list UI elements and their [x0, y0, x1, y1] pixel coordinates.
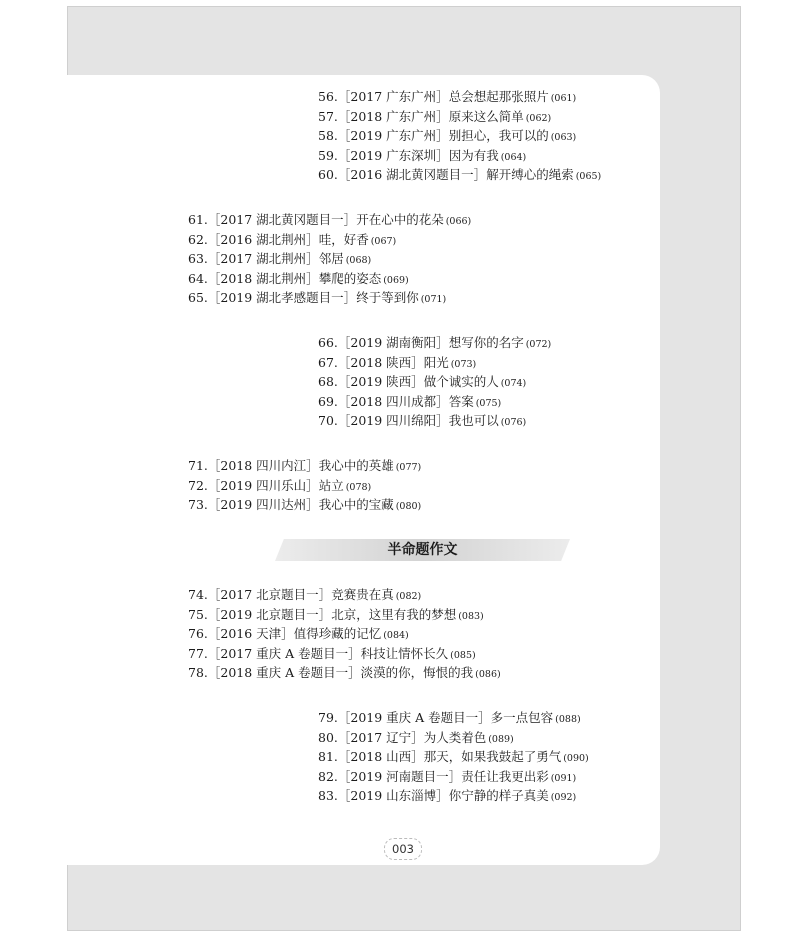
- entry-page-code: (066): [445, 216, 472, 227]
- entry-title: 答案: [448, 393, 474, 409]
- entry-number: 72.: [188, 477, 208, 493]
- entry-number: 66.: [318, 335, 338, 350]
- toc-entry: [188, 288, 446, 308]
- entry-title: 别担心，我可以的: [448, 128, 549, 143]
- entry-source: ［2016 湖北荆州］: [207, 231, 319, 247]
- entry-source: ［2019 重庆 A 卷题目一］: [337, 710, 491, 725]
- toc-entry: [318, 392, 501, 412]
- toc-entry: [318, 411, 526, 431]
- entry-page-code: (061): [550, 93, 577, 104]
- entry-number: 70.: [318, 413, 338, 428]
- entry-source: ［2019 四川乐山］: [207, 477, 319, 493]
- entry-source: ［2017 重庆 A 卷题目一］: [207, 645, 361, 661]
- entry-number: 69.: [318, 393, 338, 409]
- entry-source: ［2016 天津］: [207, 626, 294, 641]
- entry-source: ［2018 四川内江］: [207, 458, 319, 473]
- entry-number: 78.: [188, 665, 208, 680]
- entry-source: ［2019 四川绵阳］: [337, 413, 449, 428]
- entry-number: 58.: [318, 128, 338, 143]
- entry-number: 61.: [188, 212, 208, 227]
- toc-entry: [188, 644, 476, 664]
- entry-title: 那天，如果我鼓起了勇气: [423, 749, 562, 764]
- toc-entry: [318, 87, 576, 107]
- entry-source: ［2019 河南题目一］: [337, 768, 462, 784]
- entry-source: ［2017 广东广州］: [337, 89, 449, 104]
- entry-page-code: (076): [500, 417, 527, 428]
- entry-number: 63.: [188, 251, 208, 266]
- entry-title: 解开缚心的绳索: [486, 167, 574, 182]
- entry-page-code: (088): [555, 714, 581, 725]
- entry-title: 你宁静的样子真美: [448, 788, 549, 803]
- page-number: 003: [384, 838, 422, 860]
- entry-page-code: (091): [550, 772, 577, 784]
- entry-page-code: (080): [395, 501, 422, 512]
- entry-source: ［2019 四川达州］: [207, 497, 319, 512]
- entry-page-code: (062): [525, 112, 552, 124]
- entry-title: 我也可以: [448, 413, 499, 428]
- toc-entry: [318, 708, 581, 728]
- entry-number: 75.: [188, 606, 208, 622]
- entry-title: 竞赛贵在真: [331, 587, 394, 602]
- toc-entry: [188, 663, 501, 683]
- entry-source: ［2018 陕西］: [337, 354, 424, 370]
- entry-page-code: (063): [550, 132, 577, 143]
- entry-page-code: (069): [383, 274, 409, 286]
- entry-page-code: (075): [475, 397, 502, 409]
- toc-entry: [188, 456, 421, 476]
- entry-number: 62.: [188, 231, 208, 247]
- entry-page-code: (089): [488, 733, 514, 745]
- entry-source: ［2018 四川成都］: [337, 393, 449, 409]
- entry-page-code: (077): [395, 462, 422, 473]
- entry-number: 77.: [188, 645, 208, 661]
- toc-entry: [188, 210, 471, 230]
- toc-entry: [188, 624, 409, 644]
- entry-title: 终于等到你: [356, 290, 419, 305]
- entry-number: 56.: [318, 89, 338, 104]
- entry-page-code: (073): [450, 358, 477, 370]
- toc-entry: [318, 372, 526, 392]
- toc-entry: [188, 495, 421, 515]
- entry-page-code: (083): [458, 610, 484, 622]
- entry-number: 59.: [318, 147, 338, 163]
- entry-title: 开在心中的花朵: [356, 212, 444, 227]
- entry-number: 76.: [188, 626, 208, 641]
- entry-title: 邻居: [318, 251, 344, 266]
- entry-page-code: (074): [500, 378, 527, 389]
- entry-source: ［2017 北京题目一］: [207, 587, 332, 602]
- entry-number: 80.: [318, 729, 338, 745]
- entry-title: 多一点包容: [490, 710, 554, 725]
- entry-title: 淡漠的你，悔恨的我: [360, 665, 474, 680]
- entry-title: 攀爬的姿态: [318, 270, 382, 286]
- entry-source: ［2019 广东广州］: [337, 128, 449, 143]
- entry-source: ［2019 湖北孝感题目一］: [207, 290, 357, 305]
- toc-entry: [318, 333, 551, 353]
- toc-entry: [318, 728, 514, 748]
- entry-page-code: (067): [370, 235, 397, 247]
- toc-entry: [188, 585, 421, 605]
- entry-source: ［2019 广东深圳］: [337, 147, 449, 163]
- entry-number: 82.: [318, 768, 338, 784]
- toc-entry: [188, 476, 371, 496]
- entry-source: ［2019 北京题目一］: [207, 606, 332, 622]
- entry-page-code: (065): [575, 171, 602, 182]
- entry-number: 57.: [318, 108, 338, 124]
- entry-source: ［2019 山东淄博］: [337, 788, 449, 803]
- toc-entry: [188, 249, 371, 269]
- entry-title: 为人类着色: [423, 729, 487, 745]
- entry-source: ［2019 湖南衡阳］: [337, 335, 449, 350]
- toc-entry: [188, 230, 396, 250]
- toc-entry: [318, 353, 476, 373]
- entry-source: ［2016 湖北黄冈题目一］: [337, 167, 487, 182]
- entry-number: 65.: [188, 290, 208, 305]
- entry-page-code: (085): [450, 649, 476, 661]
- entry-number: 64.: [188, 270, 208, 286]
- entry-page-code: (082): [395, 591, 422, 602]
- entry-page-code: (090): [563, 753, 589, 764]
- toc-entry: [318, 786, 576, 806]
- entry-title: 想写你的名字: [448, 335, 524, 350]
- entry-title: 站立: [318, 477, 344, 493]
- entry-title: 原来这么简单: [448, 108, 524, 124]
- entry-page-code: (086): [475, 669, 501, 680]
- toc-entry: [318, 107, 551, 127]
- entry-source: ［2017 湖北黄冈题目一］: [207, 212, 357, 227]
- entry-number: 67.: [318, 354, 338, 370]
- toc-entry: [318, 165, 601, 185]
- entry-number: 83.: [318, 788, 338, 803]
- entry-title: 阳光: [423, 354, 449, 370]
- entry-page-code: (084): [383, 630, 409, 641]
- entry-title: 科技让情怀长久: [360, 645, 449, 661]
- entry-number: 73.: [188, 497, 208, 512]
- entry-source: ［2018 山西］: [337, 749, 424, 764]
- entry-title: 我心中的宝藏: [318, 497, 394, 512]
- entry-title: 责任让我更出彩: [461, 768, 549, 784]
- entry-source: ［2017 辽宁］: [337, 729, 424, 745]
- entry-number: 74.: [188, 587, 208, 602]
- entry-source: ［2018 广东广州］: [337, 108, 449, 124]
- entry-number: 68.: [318, 374, 338, 389]
- toc-entry: [188, 605, 484, 625]
- toc-entry: [188, 269, 409, 289]
- toc-entry: [318, 767, 576, 787]
- entry-source: ［2018 重庆 A 卷题目一］: [207, 665, 361, 680]
- entry-number: 60.: [318, 167, 338, 182]
- entry-title: 做个诚实的人: [423, 374, 499, 389]
- entry-source: ［2019 陕西］: [337, 374, 424, 389]
- toc-entry: [318, 126, 576, 146]
- entry-page-code: (064): [500, 151, 527, 163]
- entry-title: 北京，这里有我的梦想: [331, 606, 457, 622]
- toc-entry: [318, 146, 526, 166]
- toc-entry: [318, 747, 589, 767]
- entry-page-code: (071): [420, 294, 447, 305]
- section-title: 半命题作文: [387, 542, 458, 558]
- entry-title: 值得珍藏的记忆: [293, 626, 382, 641]
- entry-source: ［2017 湖北荆州］: [207, 251, 319, 266]
- entry-title: 我心中的英雄: [318, 458, 394, 473]
- entry-page-code: (078): [345, 481, 372, 493]
- entry-title: 总会想起那张照片: [448, 89, 549, 104]
- entry-number: 71.: [188, 458, 208, 473]
- entry-source: ［2018 湖北荆州］: [207, 270, 319, 286]
- entry-title: 哇，好香: [318, 231, 369, 247]
- entry-number: 81.: [318, 749, 338, 764]
- entry-number: 79.: [318, 710, 338, 725]
- entry-page-code: (068): [345, 255, 372, 266]
- entry-title: 因为有我: [448, 147, 499, 163]
- entry-page-code: (072): [525, 339, 552, 350]
- entry-page-code: (092): [550, 792, 577, 803]
